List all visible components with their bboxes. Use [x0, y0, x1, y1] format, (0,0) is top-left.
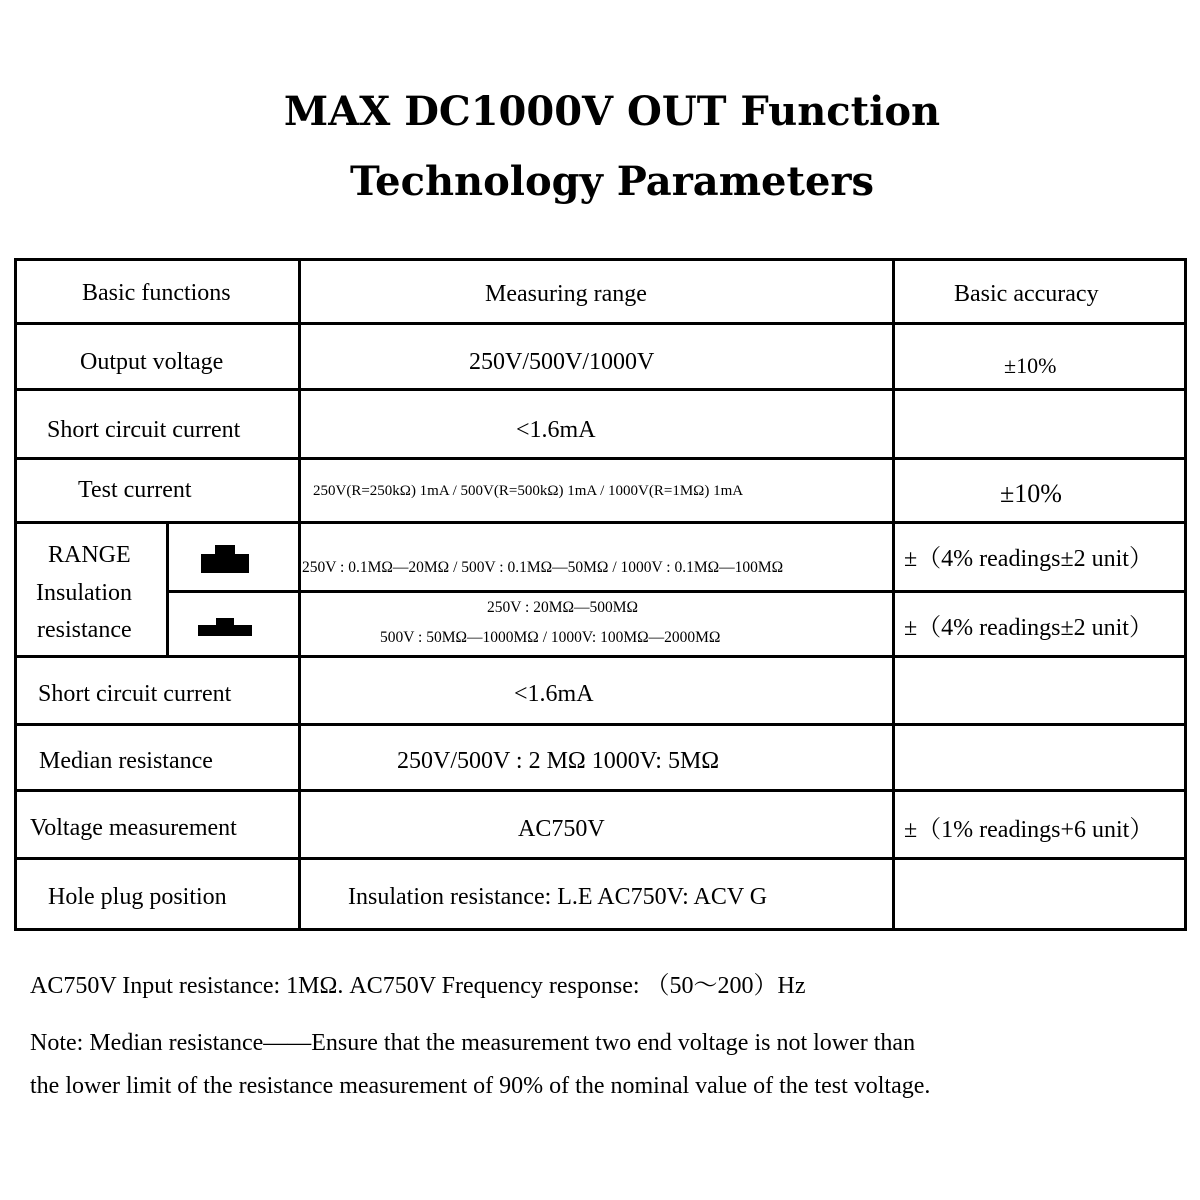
row-voltage-measurement-label: Voltage measurement [30, 815, 237, 841]
row-median-resistance-label: Median resistance [39, 748, 213, 774]
row-short-circuit-2-range: <1.6mA [514, 681, 594, 707]
row-insulation-label-resistance: resistance [37, 617, 132, 643]
row-test-current-range: 250V(R=250kΩ) 1mA / 500V(R=500kΩ) 1mA / 1000V(R=1MΩ) 1mA [313, 483, 744, 499]
row-short-circuit-range: <1.6mA [516, 417, 596, 443]
table-rule [892, 258, 895, 931]
table-rule [168, 590, 1187, 593]
header-basic-functions: Basic functions [82, 280, 231, 306]
table-rule [14, 928, 1187, 931]
table-rule [14, 258, 1187, 261]
table-rule [14, 857, 1187, 860]
median-resistance-note-line1: Note: Median resistance——Ensure that the measurement two end voltage is not lower than [30, 1030, 916, 1056]
range-switch-low-icon [198, 614, 252, 638]
row-voltage-measurement-range: AC750V [518, 816, 605, 842]
row-insulation-label-range: RANGE [48, 542, 131, 568]
table-rule [14, 655, 1187, 658]
page-title-line1: MAX DC1000V OUT Function [283, 88, 941, 135]
row-short-circuit-2-label: Short circuit current [38, 681, 232, 707]
row-voltage-measurement-accuracy: ±（1% readings+6 unit） [904, 817, 1154, 843]
table-rule [14, 723, 1187, 726]
row-hole-plug-range: Insulation resistance: L.E AC750V: ACV G [348, 884, 768, 910]
row-insulation-range-high: 250V : 0.1MΩ—20MΩ / 500V : 0.1MΩ—50MΩ / 1000V : 0.1MΩ—100MΩ [302, 559, 784, 576]
table-rule [14, 388, 1187, 391]
table-rule [14, 322, 1187, 325]
header-basic-accuracy: Basic accuracy [954, 281, 1099, 307]
row-insulation-accuracy-high: ±（4% readings±2 unit） [904, 546, 1153, 572]
table-rule [1184, 258, 1187, 931]
header-measuring-range: Measuring range [485, 281, 647, 307]
row-insulation-range-low-line2: 500V : 50MΩ—1000MΩ / 1000V: 100MΩ—2000MΩ [380, 629, 721, 646]
table-rule [166, 521, 169, 658]
row-output-voltage-range: 250V/500V/1000V [469, 349, 655, 375]
table-rule [14, 521, 1187, 524]
page-title-line2: Technology Parameters [349, 158, 875, 205]
table-rule [298, 258, 301, 931]
table-rule [14, 258, 17, 931]
range-switch-high-icon [201, 545, 249, 573]
row-output-voltage-accuracy: ±10% [1004, 353, 1057, 378]
row-test-current-label: Test current [78, 477, 192, 503]
input-resistance-note: AC750V Input resistance: 1MΩ. AC750V Frequency response: （50～200）Hz [30, 973, 806, 999]
row-short-circuit-label: Short circuit current [47, 417, 241, 443]
table-rule [14, 789, 1187, 792]
row-median-resistance-range: 250V/500V : 2 MΩ 1000V: 5MΩ [397, 748, 720, 774]
row-output-voltage-label: Output voltage [80, 349, 224, 375]
row-insulation-label-insulation: Insulation [36, 580, 132, 606]
row-test-current-accuracy: ±10% [1000, 479, 1062, 508]
median-resistance-note-line2: the lower limit of the resistance measurement of 90% of the nominal value of the test voltage. [30, 1073, 931, 1099]
table-rule [14, 457, 1187, 460]
row-insulation-accuracy-low: ±（4% readings±2 unit） [904, 615, 1153, 641]
row-hole-plug-label: Hole plug position [48, 884, 227, 910]
row-insulation-range-low-line1: 250V : 20MΩ—500MΩ [487, 599, 639, 616]
